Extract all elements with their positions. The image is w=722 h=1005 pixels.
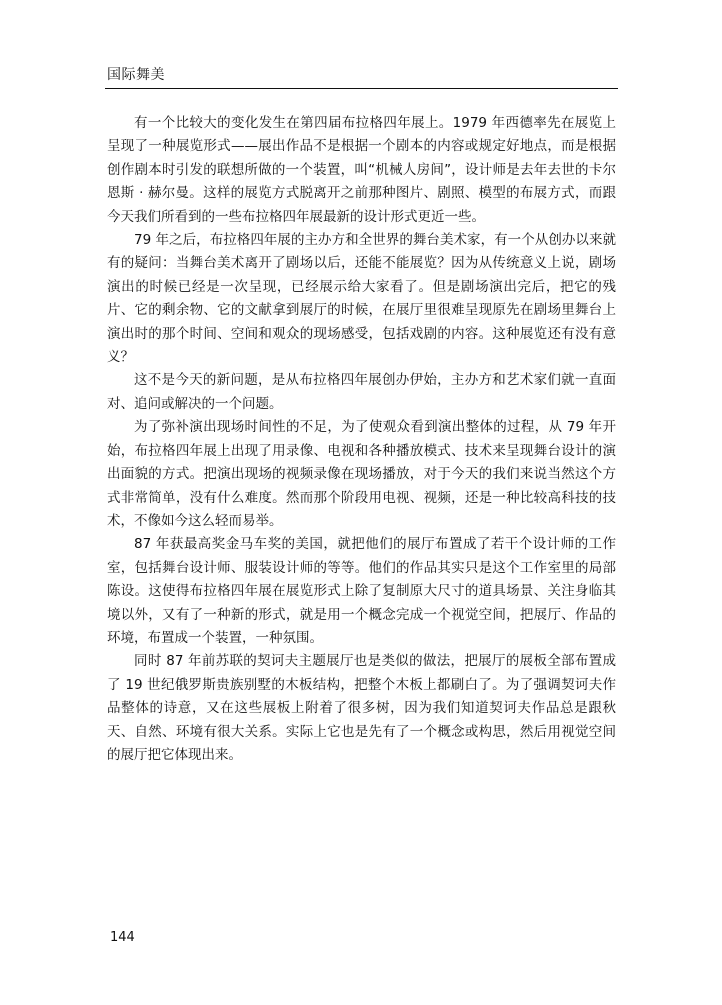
running-header-title: 国际舞美	[107, 67, 165, 83]
paragraph-2: 79 年之后，布拉格四年展的主办方和全世界的舞台美术家，有一个从创办以来就有的疑问：当舞台美术离开了剧场以后，还能不能展览？因为从传统意义上说，剧场演出的时候已经是一次呈现，已经展示给大家看了。但是剧场演出完后，把它的残片、它的剩余物、它的文献拿到展厅的时候，在展厅里很难呈现原先在剧场里舞台上演出时的那个时间、空间和观众的现场感受，包括戏剧的内容。这种展览还有没有意义？	[107, 232, 616, 366]
header-divider	[105, 88, 618, 89]
paragraph-3: 这不是今天的新问题，是从布拉格四年展创办伊始，主办方和艺术家们就一直面对、追问或解决的一个问题。	[107, 372, 616, 412]
paragraph-6: 同时 87 年前苏联的契诃夫主题展厅也是类似的做法，把展厅的展板全部布置成了 19 世纪俄罗斯贵族别墅的木板结构，把整个木板上都刷白了。为了强调契诃夫作品整体的诗意，又在这些展板上附着了很多树，因为我们知道契诃夫作品总是跟秋天、自然、环境有很大关系。实际上它也是先有了一个概念或构思，然后用视觉空间的展厅把它体现出来。	[107, 653, 616, 763]
paragraph-4: 为了弥补演出现场时间性的不足，为了使观众看到演出整体的过程，从 79 年开始，布拉格四年展上出现了用录像、电视和各种播放模式、技术来呈现舞台设计的演出面貌的方式。把演出现场的视频录像在现场播放，对于今天的我们来说当然这个方式非常简单，没有什么难度。然而那个阶段用电视、视频，还是一种比较高科技的技术，不像如今这么轻而易举。	[107, 419, 616, 529]
page-number: 144	[110, 930, 135, 945]
paragraph-1: 有一个比较大的变化发生在第四届布拉格四年展上。1979 年西德率先在展览上呈现了一种展览形式——展出作品不是根据一个剧本的内容或规定好地点，而是根据创作剧本时引发的联想所做的一个装置，叫“机械人房间”，设计师是去年去世的卡尔恩斯 · 赫尔曼。这样的展览方式脱离开之前那种图片、剧照、模型的布展方式，而跟今天我们所看到的一些布拉格四年展最新的设计形式更近一些。	[107, 115, 616, 225]
paragraph-5: 87 年获最高奖金马车奖的美国，就把他们的展厅布置成了若干个设计师的工作室，包括舞台设计师、服装设计师的等等。他们的作品其实只是这个工作室里的局部陈设。这使得布拉格四年展在展览形式上除了复制原大尺寸的道具场景、关注身临其境以外，又有了一种新的形式，就是用一个概念完成一个视觉空间，把展厅、作品的环境，布置成一个装置，一种氛围。	[107, 536, 616, 646]
article-body	[107, 112, 616, 767]
